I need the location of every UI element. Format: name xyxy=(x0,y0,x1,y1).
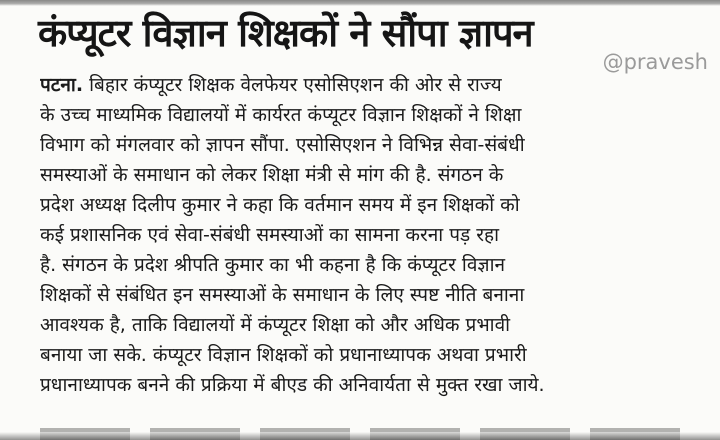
body-line-1-text: बिहार कंप्यूटर शिक्षक वेलफेयर एसोसिएशन की ओर से राज्य xyxy=(89,74,502,96)
watermark-handle: @pravesh xyxy=(602,50,708,74)
article-headline: कंप्यूटर विज्ञान शिक्षकों ने सौंपा ज्ञापन xyxy=(38,11,533,55)
cropped-bottom-edge xyxy=(0,432,720,440)
body-line-11: प्रधानाध्यापक बनने की प्रक्रिया में बीएड की अनिवार्यता से मुक्त रखा जाये. xyxy=(40,374,545,396)
article-body xyxy=(40,70,708,400)
body-line-3: विभाग को मंगलवार को ज्ञापन सौंपा. एसोसिएशन ने विभिन्न सेवा-संबंधी xyxy=(40,134,525,156)
body-line-2: के उच्च माध्यमिक विद्यालयों में कार्यरत कंप्यूटर विज्ञान शिक्षकों ने शिक्षा xyxy=(40,104,522,126)
body-line-9: आवश्यक है, ताकि विद्यालयों में कंप्यूटर शिक्षा को और अधिक प्रभावी xyxy=(40,314,511,336)
body-line-5: प्रदेश अध्यक्ष दिलीप कुमार ने कहा कि वर्तमान समय में इन शिक्षकों को xyxy=(40,194,520,216)
cropped-top-edge xyxy=(0,0,720,6)
body-line-4: समस्याओं के समाधान को लेकर शिक्षा मंत्री से मांग की है. संगठन के xyxy=(40,164,504,186)
body-line-10: बनाया जा सके. कंप्यूटर विज्ञान शिक्षकों को प्रधानाध्यापक अथवा प्रभारी xyxy=(40,344,527,366)
body-line-8: शिक्षकों से संबंधित इन समस्याओं के समाधान के लिए स्पष्ट नीति बनाना xyxy=(40,284,525,306)
body-line-7: है. संगठन के प्रदेश श्रीपति कुमार का भी कहना है कि कंप्यूटर विज्ञान xyxy=(40,254,506,276)
dateline: पटना. xyxy=(40,74,84,96)
body-line-6: कई प्रशासनिक एवं सेवा-संबंधी समस्याओं का सामना करना पड़ रहा xyxy=(40,224,500,246)
body-line-1 xyxy=(40,70,708,100)
